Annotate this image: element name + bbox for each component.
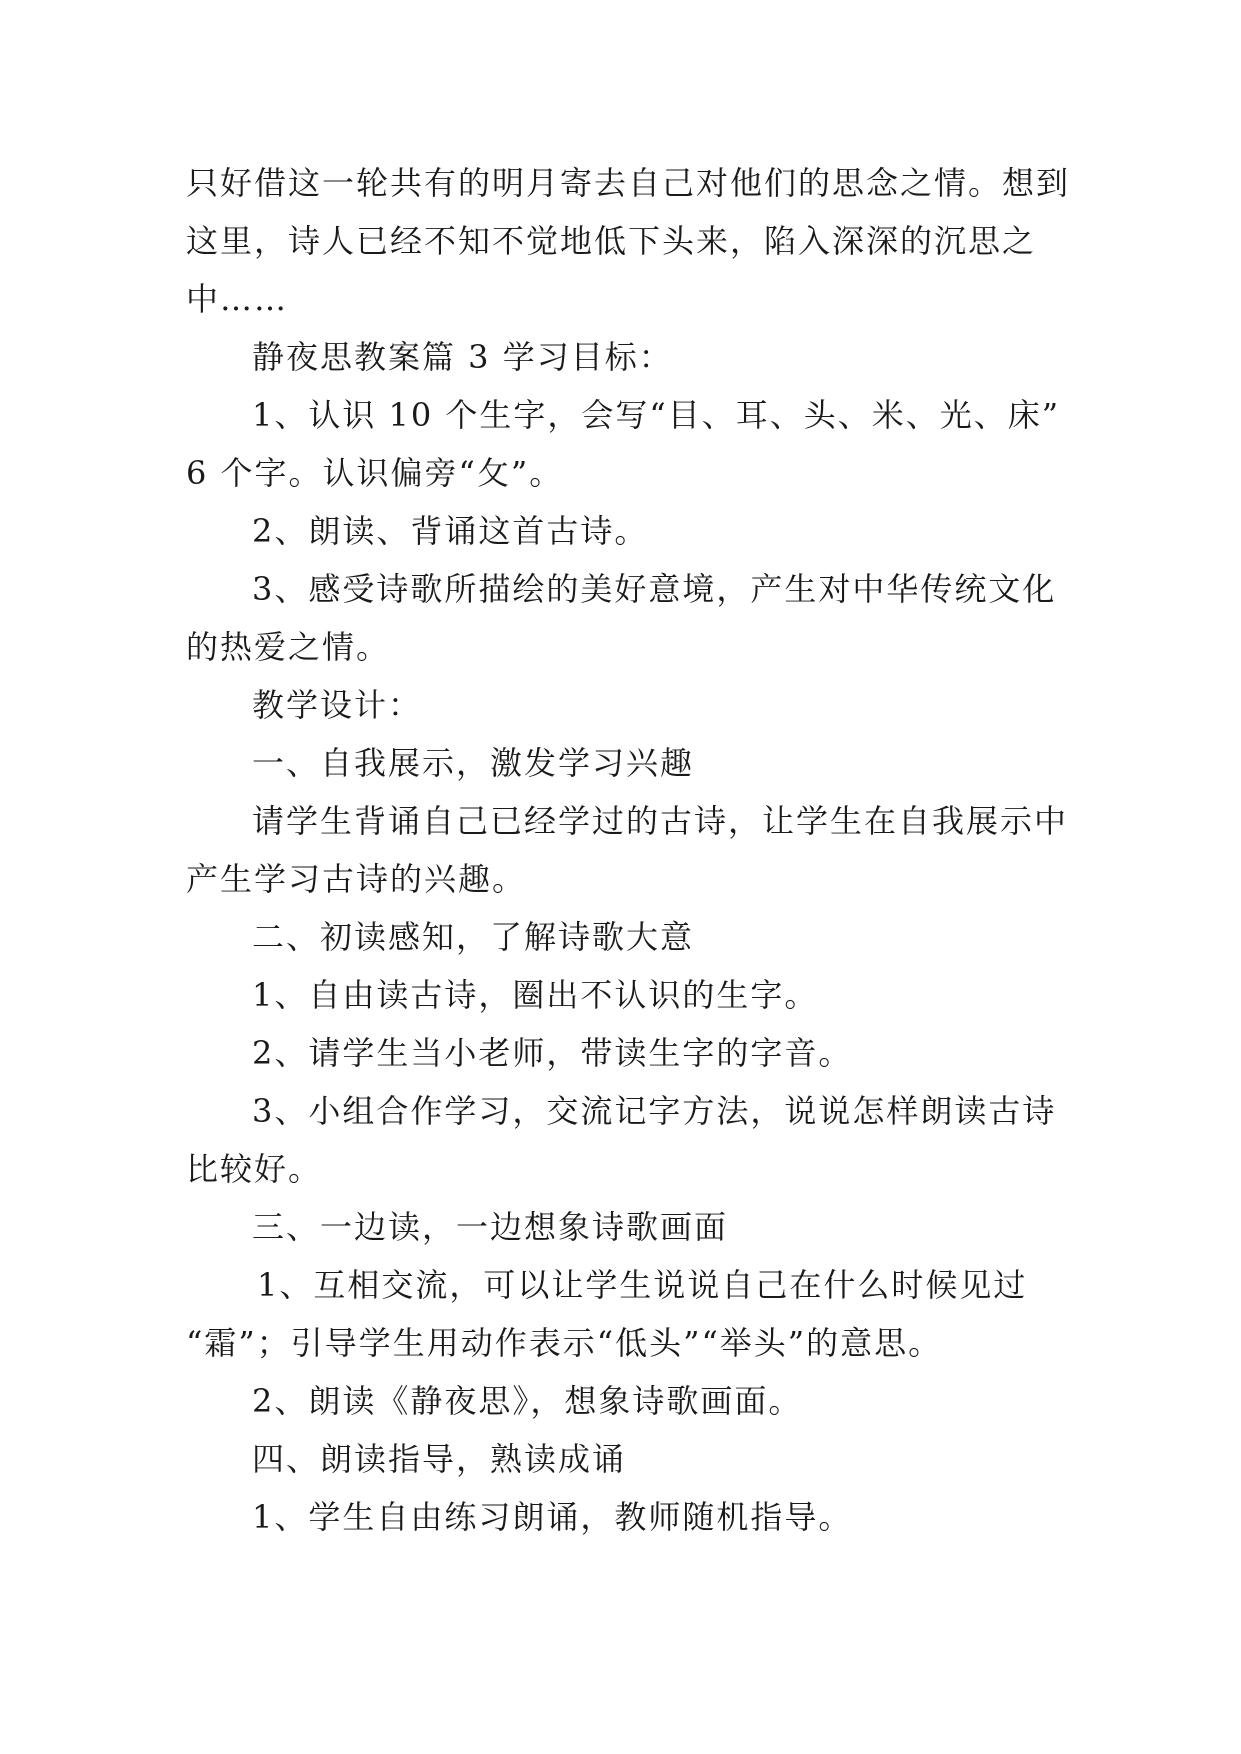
text-line: 这里，诗人已经不知不觉地低下头来，陷入深深的沉思之 (186, 222, 1037, 260)
text-line: 3、感受诗歌所描绘的美好意境，产生对中华传统文化 (252, 570, 1057, 608)
text-line: 2、朗读、背诵这首古诗。 (252, 512, 649, 550)
text-line: 1、自由读古诗，圈出不认识的生字。 (252, 976, 819, 1014)
text-line: 2、请学生当小老师，带读生字的字音。 (252, 1034, 853, 1072)
text-line: 1、认识 10 个生字，会写“目、耳、头、米、光、床” (252, 396, 1061, 434)
text-line: 比较好。 (186, 1150, 323, 1188)
text-line: “霜”；引导学生用动作表示“低头”“举头”的意思。 (186, 1324, 943, 1362)
text-line: 3、小组合作学习，交流记字方法，说说怎样朗读古诗 (252, 1092, 1057, 1130)
section-heading: 教学设计： (252, 686, 423, 724)
section-heading: 二、初读感知，了解诗歌大意 (252, 918, 695, 956)
text-line: 只好借这一轮共有的明月寄去自己对他们的思念之情。想到 (186, 164, 1071, 202)
text-line: 2、朗读《静夜思》，想象诗歌画面。 (252, 1382, 803, 1420)
text-line: 1、学生自由练习朗诵，教师随机指导。 (252, 1498, 853, 1536)
section-heading: 三、一边读，一边想象诗歌画面 (252, 1208, 729, 1246)
text-line: 请学生背诵自己已经学过的古诗，让学生在自我展示中 (252, 802, 1069, 840)
section-heading: 四、朗读指导，熟读成诵 (252, 1440, 627, 1478)
section-heading: 一、自我展示，激发学习兴趣 (252, 744, 695, 782)
text-line: 1、互相交流，可以让学生说说自己在什么时候见过 (257, 1266, 1028, 1304)
text-line: 的热爱之情。 (186, 628, 391, 666)
text-line: 6 个字。认识偏旁“攵”。 (186, 454, 564, 492)
text-line: 中…… (186, 280, 289, 318)
text-line: 产生学习古诗的兴趣。 (186, 860, 527, 898)
section-heading: 静夜思教案篇 3 学习目标： (252, 338, 673, 376)
